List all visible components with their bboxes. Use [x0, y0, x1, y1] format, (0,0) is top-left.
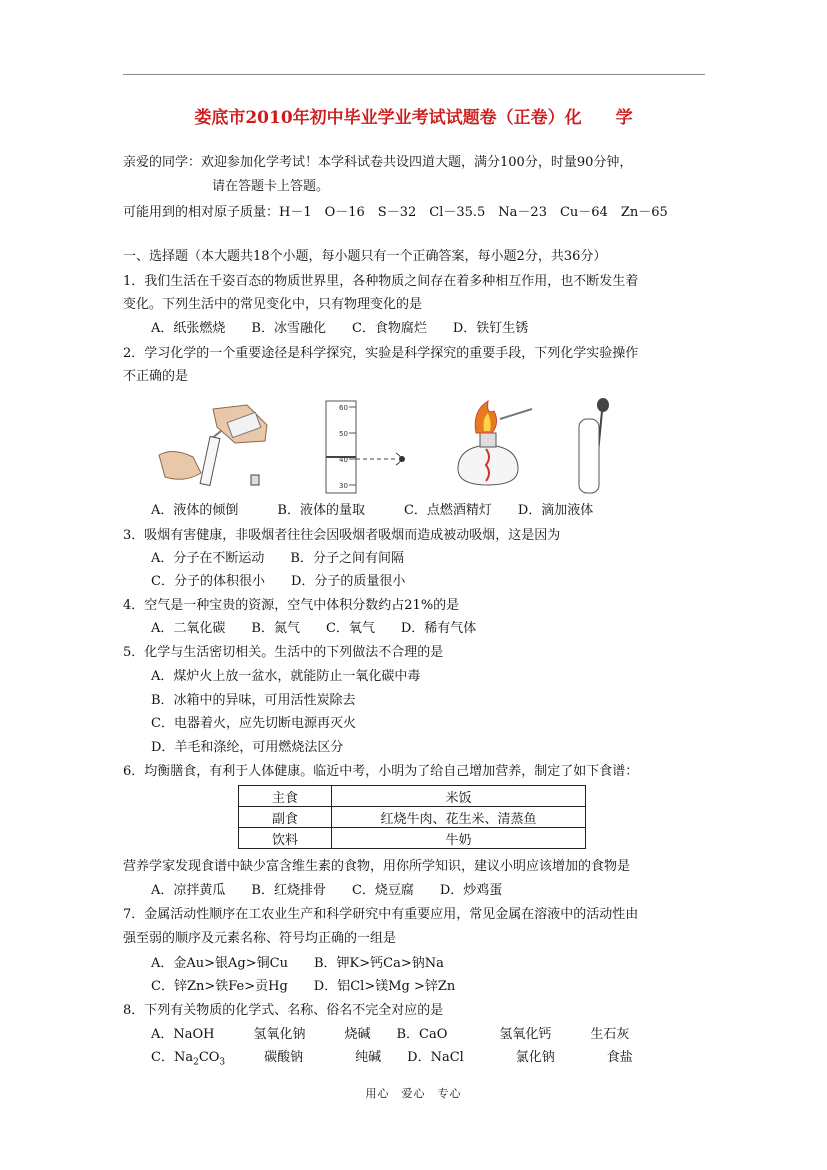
q8-row1: A．NaOH 氢氧化钠 烧碱 B．CaO 氢氧化钙 生石灰: [151, 1027, 630, 1042]
dropper-figure: [565, 397, 625, 497]
q7-options-cd: C．锌Zn>铁Fe>贡Hg D．铝Cl>镁Mg >锌Zn: [151, 979, 456, 994]
greeting-line1: 亲爱的同学：欢迎参加化学考试！本学科试卷共设四道大题，满分100分，时量90分钟，: [123, 155, 633, 170]
q5-line1: 5．化学与生活密切相关。生活中的下列做法不合理的是: [123, 645, 444, 660]
q3-options-cd: C．分子的体积很小 D．分子的质量很小: [151, 574, 406, 589]
menu-cell: 牛奶: [332, 828, 586, 849]
alcohol-lamp-figure: [448, 397, 548, 497]
q1-options: A．纸张燃烧 B．冰雪融化 C．食物腐烂 D．铁钉生锈: [151, 321, 529, 336]
menu-table: [238, 785, 586, 849]
q2-options: A．液体的倾倒 B．液体的量取 C．点燃酒精灯 D．滴加液体: [151, 503, 594, 518]
q8-rowc-sub1: 2: [193, 1057, 199, 1068]
table-row: [239, 786, 586, 807]
table-row: [239, 807, 586, 828]
q7-options-ab: A．金Au>银Ag>铜Cu B．钾K>钙Ca>钠Na: [151, 956, 444, 971]
section1-heading: 一、选择题（本大题共18个小题，每小题只有一个正确答案，每小题2分，共36分）: [123, 249, 607, 264]
q5-option-c: C．电器着火，应先切断电源再灭火: [151, 716, 356, 731]
page-title: 娄底市2010年初中毕业学业考试试题卷（正卷）化 学: [194, 108, 633, 128]
table-row: [239, 828, 586, 849]
q4-options: A．二氧化碳 B．氮气 C．氧气 D．稀有气体: [151, 621, 477, 636]
atomic-masses: 可能用到的相对原子质量：H－1 O－16 S－32 Cl－35.5 Na－23 Cu－64 Zn－65: [123, 205, 668, 220]
greeting-line2: 请在答题卡上答题。: [212, 179, 330, 194]
q4-line1: 4．空气是一种宝贵的资源，空气中体积分数约占21%的是: [123, 598, 460, 613]
q8-rowc-sub2: 3: [219, 1057, 226, 1068]
tick-label-40: 40: [339, 456, 348, 464]
menu-cell: 主食: [239, 786, 332, 807]
q8-rowc-mid: CO: [198, 1050, 220, 1065]
q3-line1: 3．吸烟有害健康，非吸烟者往往会因吸烟者吸烟而造成被动吸烟，这是因为: [123, 528, 561, 543]
menu-cell: 副食: [239, 807, 332, 828]
tick-label-30: 30: [339, 482, 348, 490]
q1-line1: 1．我们生活在千姿百态的物质世界里，各种物质之间存在着多种相互作用，也不断发生着: [123, 274, 639, 289]
q7-line2: 强至弱的顺序及元素名称、符号均正确的一组是: [123, 931, 397, 946]
q1-line2: 变化。下列生活中的常见变化中，只有物理变化的是: [123, 297, 423, 312]
menu-cell: 米饭: [332, 786, 586, 807]
q6-line2: 营养学家发现食谱中缺少富含维生素的食物，用你所学知识，建议小明应该增加的食物是: [123, 859, 631, 874]
q8-rowc-label: C．Na: [151, 1050, 194, 1065]
q8-rowc-rest: 碳酸钠 纯碱 D．NaCl 氯化钠 食盐: [225, 1050, 633, 1065]
menu-cell: 饮料: [239, 828, 332, 849]
q5-option-b: B．冰箱中的异味，可用活性炭除去: [151, 693, 356, 708]
q8-row2: [151, 1049, 633, 1072]
graduated-cylinder-figure: [318, 397, 428, 497]
q2-line1: 2．学习化学的一个重要途径是科学探究，实验是科学探究的重要手段，下列化学实验操作: [123, 346, 639, 361]
q6-options: A．凉拌黄瓜 B．红烧排骨 C．烧豆腐 D．炒鸡蛋: [151, 883, 503, 898]
q2-line2: 不正确的是: [123, 369, 189, 384]
q8-line1: 8．下列有关物质的化学式、名称、俗名不完全对应的是: [123, 1003, 444, 1018]
q6-line1: 6．均衡膳食，有利于人体健康。临近中考，小明为了给自己增加营养，制定了如下食谱：: [123, 764, 639, 779]
tick-label-60: 60: [339, 404, 348, 412]
top-rule: [123, 74, 705, 75]
page-footer: 用心 爱心 专心: [365, 1087, 462, 1100]
q3-options-ab: A．分子在不断运动 B．分子之间有间隔: [151, 551, 404, 566]
tick-label-50: 50: [339, 430, 348, 438]
pouring-liquid-figure: [155, 397, 275, 497]
q5-option-d: D．羊毛和涤纶，可用燃烧法区分: [151, 740, 344, 755]
q5-option-a: A．煤炉火上放一盆水，就能防止一氧化碳中毒: [151, 669, 421, 684]
q7-line1: 7．金属活动性顺序在工农业生产和科学研究中有重要应用，常见金属在溶液中的活动性由: [123, 907, 639, 922]
menu-cell: 红烧牛肉、花生米、清蒸鱼: [332, 807, 586, 828]
